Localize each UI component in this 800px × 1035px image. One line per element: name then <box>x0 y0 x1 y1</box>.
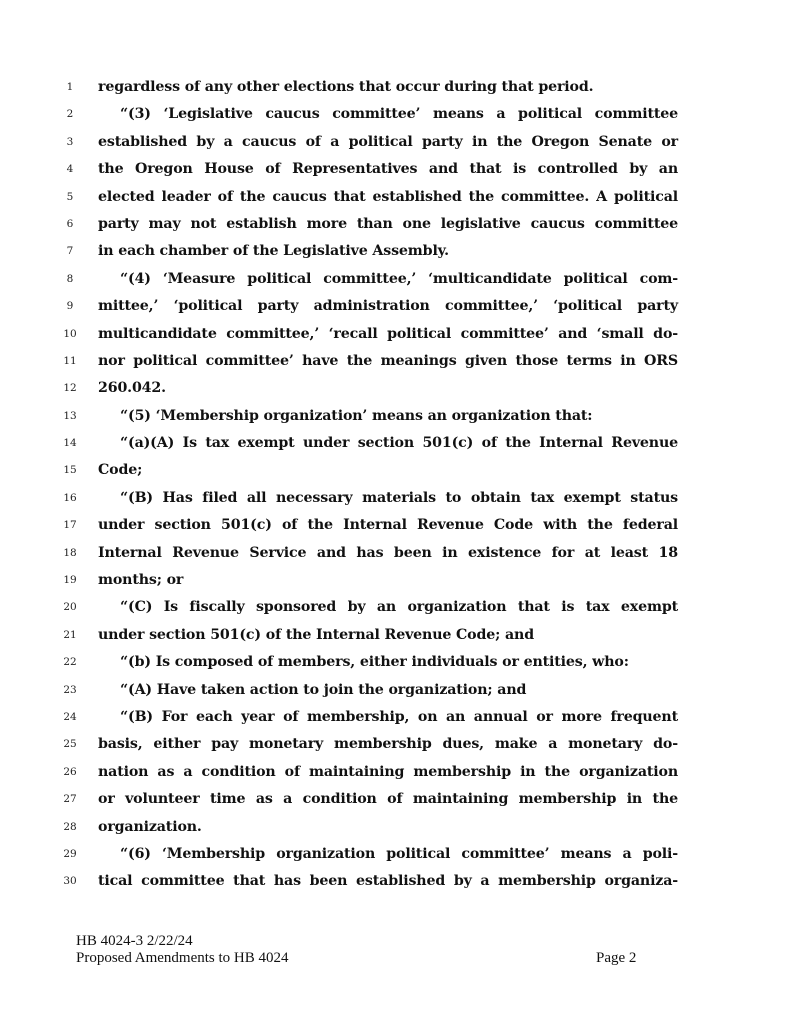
text-line <box>58 786 682 813</box>
line-text: “(b) Is composed of members, either individuals or entities, who: <box>120 654 629 671</box>
line-number: 23 <box>63 683 77 696</box>
footer-doc-id: HB 4024-3 2/22/24 <box>76 933 193 949</box>
text-line <box>58 184 682 211</box>
line-text: “(A) Have taken action to join the organization; and <box>120 681 527 698</box>
line-text: “(a)(A) Is tax exempt under section 501(c) of the Internal Revenue <box>120 435 678 452</box>
text-line <box>58 403 682 430</box>
line-number: 30 <box>63 875 77 888</box>
line-number: 20 <box>63 601 77 614</box>
footer-page-label: Page 2 <box>596 950 637 966</box>
line-number: 21 <box>63 628 77 641</box>
text-line <box>58 677 682 704</box>
line-text: under section 501(c) of the Internal Revenue Code; and <box>98 626 534 643</box>
line-text: Internal Revenue Service and has been in existence for at least 18 <box>98 544 678 561</box>
text-line <box>58 567 682 594</box>
text-line <box>58 622 682 649</box>
text-line <box>58 814 682 841</box>
line-number: 6 <box>66 217 74 230</box>
line-number: 25 <box>63 738 77 751</box>
line-text: or volunteer time as a condition of maintaining membership in the <box>98 791 678 808</box>
line-text: 260.042. <box>98 380 166 397</box>
line-text: nor political committee’ have the meanings given those terms in ORS <box>98 352 678 369</box>
bill-text-body <box>58 74 682 896</box>
text-line <box>58 704 682 731</box>
text-line <box>58 457 682 484</box>
line-text: under section 501(c) of the Internal Revenue Code with the federal <box>98 517 678 534</box>
page-footer <box>76 933 676 967</box>
line-number: 1 <box>66 81 74 93</box>
line-text: months; or <box>98 572 184 589</box>
line-text: “(6) ‘Membership organization political committee’ means a poli- <box>120 845 678 862</box>
line-number: 11 <box>63 354 77 367</box>
line-text: basis, either pay monetary membership dues, make a monetary do- <box>98 736 678 753</box>
text-line <box>58 649 682 676</box>
text-line <box>58 731 682 758</box>
line-number: 27 <box>63 793 77 806</box>
text-line <box>58 266 682 293</box>
text-line <box>58 841 682 868</box>
text-line <box>58 321 682 348</box>
text-line <box>58 74 682 101</box>
line-number: 15 <box>63 464 77 477</box>
text-line <box>58 594 682 621</box>
footer-subtitle: Proposed Amendments to HB 4024 <box>76 950 289 966</box>
line-text: tical committee that has been established by a membership organiza- <box>98 873 678 890</box>
line-number: 16 <box>63 491 77 504</box>
text-line <box>58 759 682 786</box>
line-number: 3 <box>66 135 74 148</box>
line-text: elected leader of the caucus that established the committee. A political <box>98 188 678 205</box>
text-line <box>58 540 682 567</box>
line-number: 14 <box>63 437 77 450</box>
line-number: 5 <box>66 190 74 203</box>
line-text: Code; <box>98 462 143 479</box>
text-line <box>58 348 682 375</box>
line-number: 9 <box>66 300 74 313</box>
line-text: “(B) Has filed all necessary materials to obtain tax exempt status <box>120 489 678 506</box>
line-text: in each chamber of the Legislative Assembly. <box>98 243 449 260</box>
text-line <box>58 156 682 183</box>
line-number: 10 <box>63 327 77 340</box>
text-line <box>58 430 682 457</box>
line-number: 2 <box>66 108 74 121</box>
line-number: 13 <box>63 409 77 422</box>
line-text: “(3) ‘Legislative caucus committee’ means a political committee <box>120 106 678 123</box>
line-number: 18 <box>63 546 77 559</box>
line-number: 29 <box>63 847 77 860</box>
line-text: the Oregon House of Representatives and that is controlled by an <box>98 161 678 178</box>
line-text: party may not establish more than one legislative caucus committee <box>98 215 678 232</box>
line-text: multicandidate committee,’ ‘recall political committee’ and ‘small do- <box>98 325 678 342</box>
line-text: nation as a condition of maintaining membership in the organization <box>98 763 678 780</box>
line-text: “(C) Is fiscally sponsored by an organization that is tax exempt <box>120 599 678 616</box>
line-number: 8 <box>66 272 74 285</box>
text-line <box>58 293 682 320</box>
line-number: 4 <box>66 163 74 176</box>
line-number: 19 <box>63 574 77 587</box>
line-text: organization. <box>98 818 202 835</box>
line-text: “(4) ‘Measure political committee,’ ‘multicandidate political com- <box>120 270 678 287</box>
text-line <box>58 512 682 539</box>
line-number: 17 <box>63 519 77 532</box>
line-text: established by a caucus of a political party in the Oregon Senate or <box>98 133 678 150</box>
line-text: “(5) ‘Membership organization’ means an organization that: <box>120 407 593 424</box>
line-number: 7 <box>66 245 74 258</box>
text-line <box>58 868 682 895</box>
text-line <box>58 485 682 512</box>
line-number: 22 <box>63 656 77 669</box>
text-line <box>58 375 682 402</box>
line-number: 24 <box>63 710 77 723</box>
line-text: “(B) For each year of membership, on an annual or more frequent <box>120 708 678 725</box>
line-text: mittee,’ ‘political party administration committee,’ ‘political party <box>98 298 678 315</box>
text-line <box>58 238 682 265</box>
text-line <box>58 211 682 238</box>
text-line <box>58 129 682 156</box>
line-number: 26 <box>63 765 77 778</box>
line-text: regardless of any other elections that occur during that period. <box>98 79 594 95</box>
line-number: 12 <box>63 382 77 395</box>
line-number: 28 <box>63 820 77 833</box>
text-line <box>58 101 682 128</box>
